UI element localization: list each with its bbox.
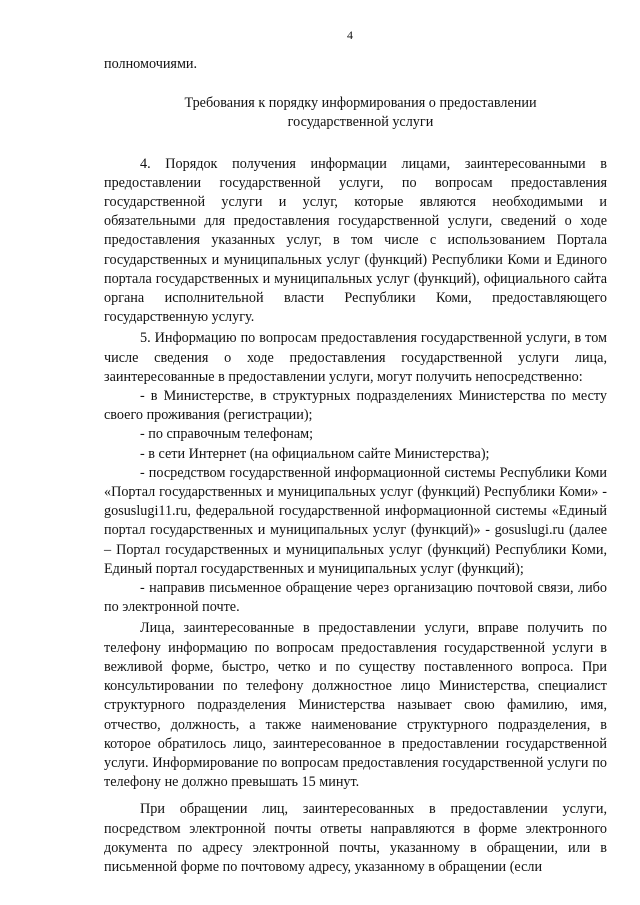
list-item: - по справочным телефонам; (140, 426, 314, 443)
list-item: - в сети Интернет (на официальном сайте Министерства); (140, 445, 490, 462)
section-heading (104, 94, 607, 132)
paragraph-email-requests: При обращении лиц, заинтересованных в предоставлении услуги, посредством электронной почты ответы направляются в форме электронного документа по адресу электронной почты, указанному в обращении, или в письменной форме по почтовому адресу, указанному в обращении (если (104, 801, 607, 875)
list-item: - в Министерстве, в структурных подразделениях Министерства по месту своего проживания (регистрации); (104, 388, 607, 424)
page-number: 4 (347, 28, 353, 42)
paragraph-5: 5. Информацию по вопросам предоставления государственной услуги, в том числе сведения о ходе предоставления государственной услуги лица, заинтересованные в предоставлении услуги, могут получить непосредственно: (104, 330, 607, 385)
list-item: - посредством государственной информационной системы Республики Коми «Портал государственных и муниципальных услуг (функций) Республики Коми» - gosuslugi11.ru, федеральной государственной информационной системы «Единый портал государственных и муниципальных услуг (функций)» - gosuslugi.ru (далее – Портал государственных и муниципальных услуг (функций) Республики Коми, Единый портал государственных и муниципальных услуг (функций); (104, 464, 607, 577)
section-heading-line-2: государственной услуги (287, 114, 434, 131)
document-body (104, 55, 607, 877)
paragraph-4: 4. Порядок получения информации лицами, заинтересованными в предоставлении государственной услуги, по вопросам предоставления государственной услуги и услуг, которые являются необходимыми и обязательными для предоставления государственной услуги, сведений о ходе предоставления указанных услуг, в том числе с использованием Портала государственных и муниципальных услуг (функций) Республики Коми и Единого портала государственных и муниципальных услуг (функций), официального сайта органа исполнительной власти Республики Коми, предоставляющего государственную услугу. (104, 155, 607, 326)
list-item: - направив письменное обращение через организацию почтовой связи, либо по электронной почте. (104, 580, 607, 616)
continuation-text: полномочиями. (104, 56, 198, 72)
paragraph-phone-consultation: Лица, заинтересованные в предоставлении услуги, вправе получить по телефону информацию по вопросам предоставления государственной услуги в вежливой форме, быстро, четко и по существу поставленного вопроса. При консультировании по телефону должностное лицо Министерства, специалист структурного подразделения Министерства называет свою фамилию, имя, отчество, должность, а также наименование структурного подразделения, в которое обратилось лицо, заинтересованное в предоставлении государственной услуги. Информирование по вопросам предоставления государственной услуги по телефону не должно превышать 15 минут. (104, 620, 607, 791)
section-heading-line-1: Требования к порядку информирования о предоставлении (184, 95, 537, 112)
